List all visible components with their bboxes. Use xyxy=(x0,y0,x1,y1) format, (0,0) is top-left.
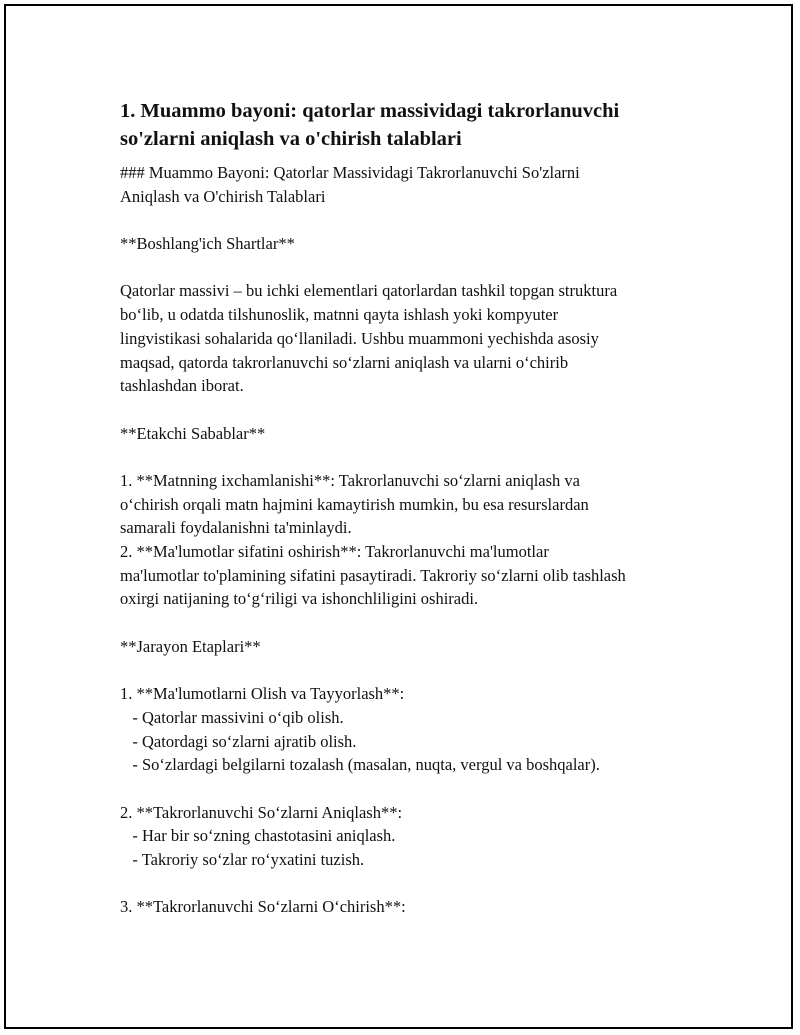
body-line xyxy=(120,611,710,635)
body-line: 1. **Matnning ixchamlanishi**: Takrorlanuvchi so‘zlarni aniqlash va xyxy=(120,470,580,490)
body-line: 2. **Ma'lumotlar sifatini oshirish**: Takrorlanuvchi ma'lumotlar xyxy=(120,542,549,561)
body-line xyxy=(120,658,710,682)
body-line: Qatorlar massivi – bu ichki elementlari qatorlardan tashkil topgan struktura xyxy=(120,281,618,301)
body-line: **Etakchi Sabablar** xyxy=(120,423,266,443)
body-line: - Qatorlar massivini o‘qib olish. xyxy=(120,707,344,727)
body-line xyxy=(120,777,710,801)
body-line: o‘chirish orqali matn hajmini kamaytirish mumkin, bu esa resurslardan xyxy=(120,494,589,514)
body-line: - Har bir so‘zning chastotasini aniqlash. xyxy=(120,826,396,846)
document-content xyxy=(120,97,710,919)
body-line: maqsad, qatorda takrorlanuvchi so‘zlarni aniqlash va ularni o‘chirib xyxy=(120,352,569,372)
body-line: tashlashdan iborat. xyxy=(120,376,244,396)
body-line: oxirgi natijaning to‘g‘riligi va ishonchliligini oshiradi. xyxy=(120,589,479,609)
document-page xyxy=(4,4,793,1029)
body-line: - Takroriy so‘zlar ro‘yxatini tuzish. xyxy=(120,849,365,869)
document-title xyxy=(120,97,710,153)
body-line: bo‘lib, u odatda tilshunoslik, matnni qayta ishlash yoki kompyuter xyxy=(120,305,559,325)
body-line: ### Muammo Bayoni: Qatorlar Massividagi Takrorlanuvchi So'zlarni xyxy=(120,163,580,182)
body-line: ma'lumotlar to'plamining sifatini pasaytiradi. Takroriy so‘zlarni olib tashlash xyxy=(120,565,626,585)
document-body xyxy=(120,161,710,919)
body-line xyxy=(120,872,710,896)
body-line: - So‘zlardagi belgilarni tozalash (masalan, nuqta, vergul va boshqalar). xyxy=(120,755,600,775)
title-line: 1. Muammo bayoni: qatorlar massividagi takrorlanuvchi xyxy=(120,100,620,122)
body-line xyxy=(120,256,710,280)
body-line xyxy=(120,445,710,469)
body-line: **Jarayon Etaplari** xyxy=(120,636,261,656)
body-line: 2. **Takrorlanuvchi So‘zlarni Aniqlash**: xyxy=(120,802,403,822)
body-line xyxy=(120,208,710,232)
body-line: Aniqlash va O'chirish Talablari xyxy=(120,186,326,206)
body-line: 3. **Takrorlanuvchi So‘zlarni O‘chirish**: xyxy=(120,897,406,917)
body-line: **Boshlang'ich Shartlar** xyxy=(120,234,295,254)
title-line: so'zlarni aniqlash va o'chirish talablari xyxy=(120,128,462,150)
body-line: - Qatordagi so‘zlarni ajratib olish. xyxy=(120,731,357,751)
body-line xyxy=(120,398,710,422)
body-line: samarali foydalanishni ta'minlaydi. xyxy=(120,518,352,538)
body-line: lingvistikasi sohalarida qo‘llaniladi. Ushbu muammoni yechishda asosiy xyxy=(120,328,599,348)
body-line: 1. **Ma'lumotlarni Olish va Tayyorlash**: xyxy=(120,684,405,704)
